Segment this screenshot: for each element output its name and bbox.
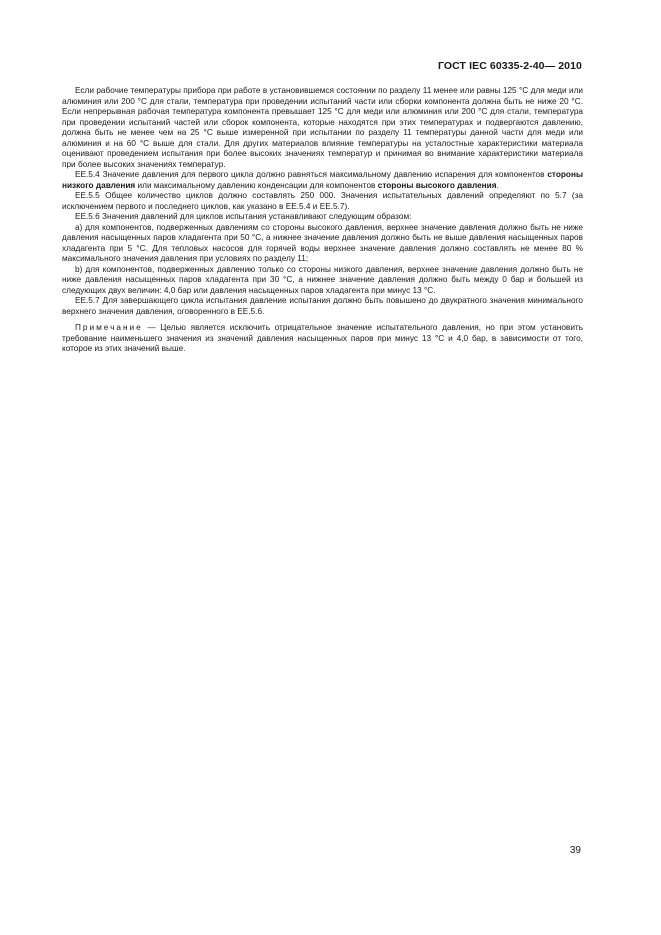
note-label: Примечание	[75, 323, 143, 332]
page-number: 39	[569, 845, 581, 856]
note-paragraph	[62, 323, 583, 355]
paragraph-ee-5-6-a: а) для компонентов, подверженных давлениям со стороны высокого давления, верхнее значение давления должно быть не ниже давления насыщенных паров хладагента при 50 °С, а нижнее значение давления должно быть не выше давления насыщенных паров хладагента при 5 °С. Для тепловых насосов для горячей воды верхнее значение давления должно составлять не менее 80 % максимального значения давления при условиях по разделу 11;	[62, 222, 583, 263]
high-pressure-side-term: стороны высокого давления	[377, 180, 497, 190]
document-header: ГОСТ IEC 60335-2-40— 2010	[437, 60, 582, 72]
paragraph-ee-5-6-b: b) для компонентов, подверженных давлению только со стороны низкого давления, верхнее значение давления должно быть не ниже давления насыщенных паров хладагента при 30 °С, а нижнее значение давления должно быть между 0 бар и большей из следующих двух величин: 4,0 бар или давления насыщенных паров хладагента при минус 13 °С.	[62, 264, 583, 295]
paragraph-ee-5-4	[62, 170, 583, 191]
low-pressure-side-term: стороны низкого давления	[62, 170, 583, 190]
paragraph-ee-5-5: ЕЕ.5.5 Общее количество циклов должно составлять 250 000. Значения испытательных давлений определяют по 5.7 (за исключением первого и последнего циклов, как указано в ЕЕ.5.4 и ЕЕ.5.7).	[62, 191, 583, 211]
paragraph-ee-5-7: ЕЕ.5.7 Для завершающего цикла испытания давление испытания должно быть повышено до двукратного значения минимального верхнего значения давления, оговоренного в ЕЕ.5.6.	[62, 296, 583, 316]
paragraph-ee-5-6: ЕЕ.5.6 Значения давлений для циклов испытания устанавливают следующим образом:	[75, 212, 412, 221]
document-body	[62, 86, 583, 355]
ee-5-4-text-a: ЕЕ.5.4 Значение давления для первого цикла должно равняться максимальному давлению испарения для компонентов	[75, 170, 548, 179]
note-text: — Целью является исключить отрицательное значение испытательного давления, но при этом установить требование наименьшего значения из значений давления насыщенных паров при минус 13 °С и 4,0 бар, в зависимости от того, которое из этих значений выше.	[62, 323, 583, 353]
ee-5-4-text-c: или максимальному давлению конденсации для компонентов	[135, 180, 378, 190]
paragraph-temperature: Если рабочие температуры прибора при работе в установившемся состоянии по разделу 11 менее или равны 125 °С для меди или алюминия или 200 °С для стали, температура при проведении испытаний части или сборки компонента должна быть не ниже 20 °С. Если непрерывная рабочая температура компонента превышает 125 °С для меди или алюминия или 200 °С для стали, температура при проведении испытаний частей или сборок компонента, которые находятся при этих температурах и подвергаются давлению, должна быть не менее чем на 25 °С выше измеренной при испытании по разделу 11 температуры данной части для меди или алюминия и на 60 °С выше для стали. Для других материалов влияние температуры на усталостные характеристики материала оценивают проведением испытания при более высоких значениях температур и принимая во внимание характеристики материала при более высоких значениях температур.	[62, 86, 583, 169]
ee-5-4-text-e: .	[496, 180, 499, 190]
